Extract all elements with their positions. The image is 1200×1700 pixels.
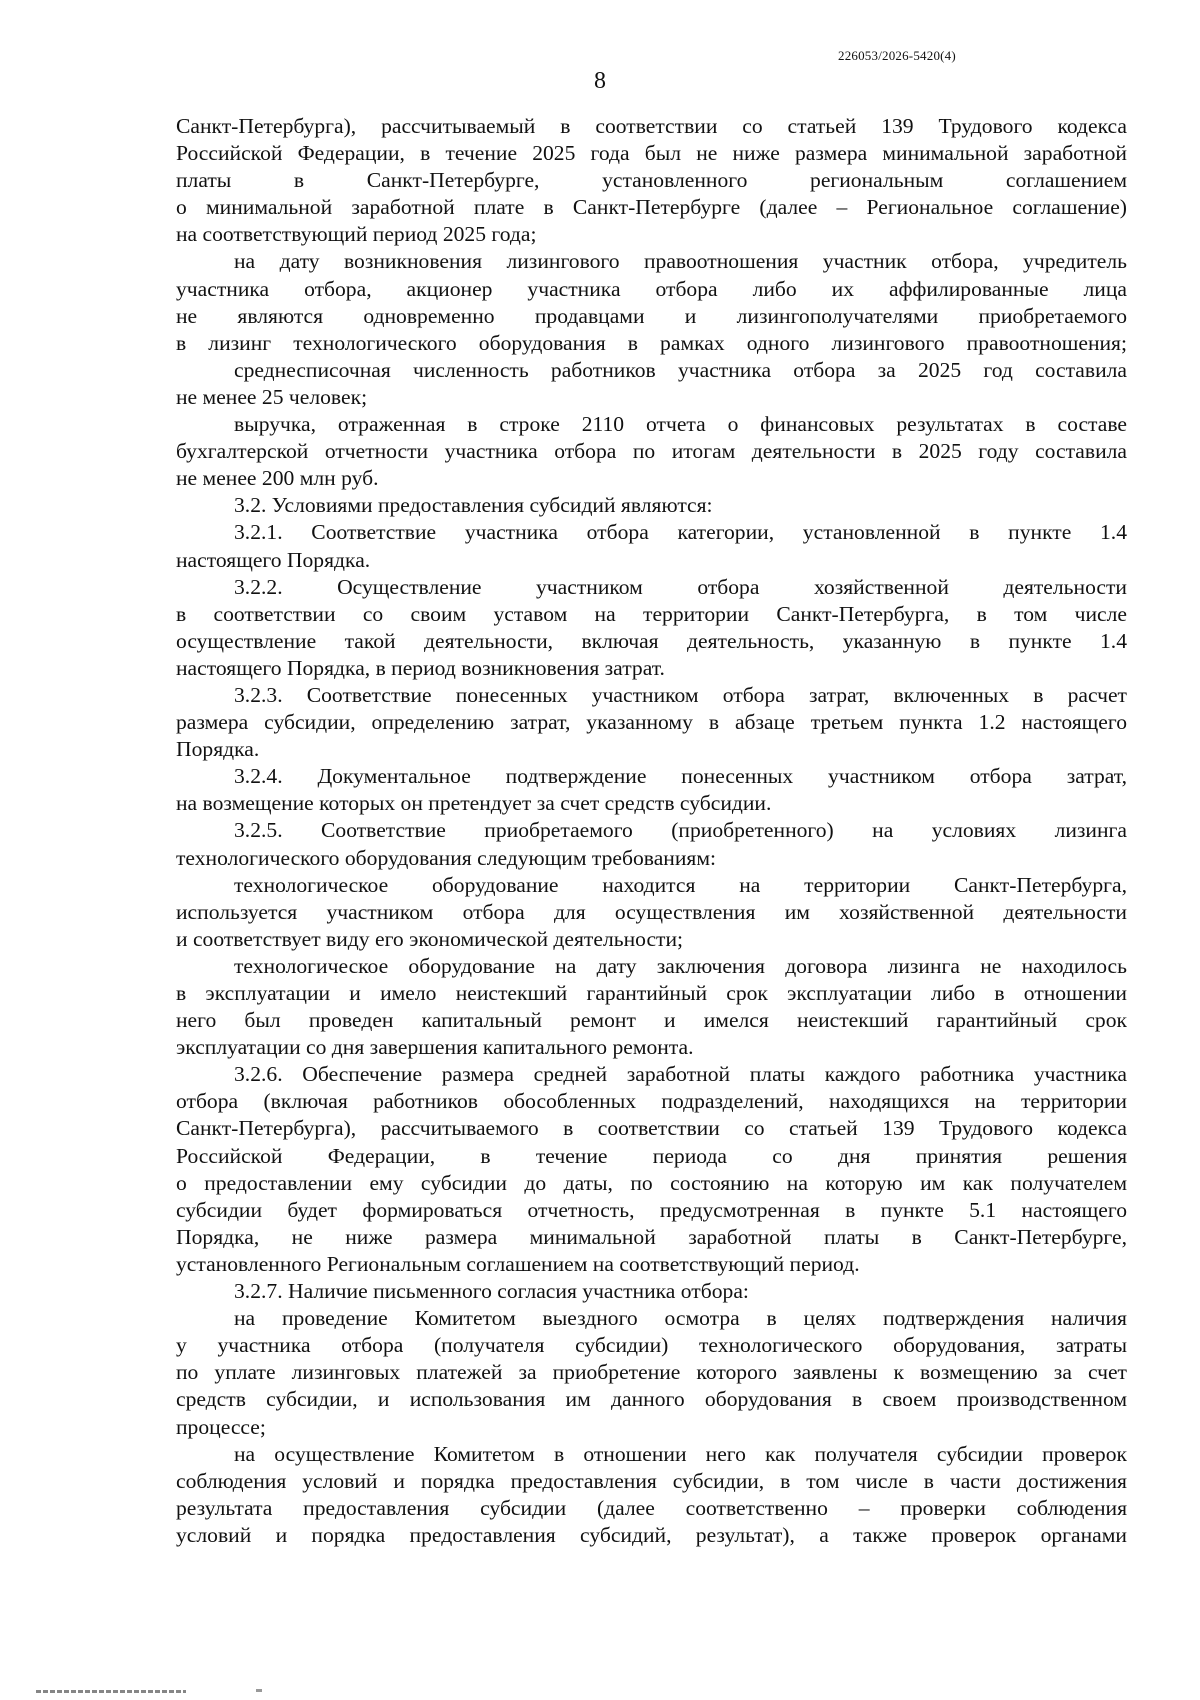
text-line: размера субсидии, определению затрат, указанному в абзаце третьем пункта 1.2 настоящего: [176, 710, 1127, 735]
text-line: о предоставлении ему субсидии до даты, по состоянию на которую им как получателем: [176, 1170, 1127, 1195]
text-line: Российской Федерации, в течение 2025 года был не ниже размера минимальной заработной: [176, 141, 1127, 166]
text-line: и соответствует виду его экономической деятельности;: [176, 926, 684, 951]
text-line: не менее 25 человек;: [176, 384, 368, 409]
text-line: результата предоставления субсидии (далее соответственно – проверки соблюдения: [176, 1495, 1127, 1520]
text-line: выручка, отраженная в строке 2110 отчета о финансовых результатах в составе: [234, 412, 1127, 437]
text-line: процессе;: [176, 1414, 266, 1439]
text-line: в лизинг технологического оборудования в рамках одного лизингового правоотношения;: [176, 330, 1127, 355]
text-line: на соответствующий период 2025 года;: [176, 222, 537, 247]
page-number: 8: [594, 68, 606, 94]
text-line: платы в Санкт-Петербурге, установленного региональным соглашением: [176, 168, 1127, 193]
text-line: на возмещение которых он претендует за счет средств субсидии.: [176, 791, 772, 816]
text-line: настоящего Порядка, в период возникновения затрат.: [176, 655, 665, 680]
text-line: 3.2.1. Соответствие участника отбора категории, установленной в пункте 1.4: [234, 520, 1127, 545]
text-line: субсидии будет формироваться отчетность, предусмотренная в пункте 5.1 настоящего: [176, 1197, 1127, 1222]
text-line: используется участником отбора для осуществления им хозяйственной деятельности: [176, 899, 1127, 924]
text-line: Санкт-Петербурга), рассчитываемый в соответствии со статьей 139 Трудового кодекса: [176, 114, 1127, 138]
text-line: не являются одновременно продавцами и лизингополучателями приобретаемого: [176, 303, 1127, 328]
text-line: Санкт-Петербурга), рассчитываемого в соответствии со статьей 139 Трудового кодекса: [176, 1116, 1127, 1141]
text-line: осуществление такой деятельности, включая деятельность, указанную в пункте 1.4: [176, 628, 1127, 653]
text-line: 3.2.4. Документальное подтверждение понесенных участником отбора затрат,: [234, 764, 1127, 789]
text-line: не менее 200 млн руб.: [176, 466, 379, 491]
text-line: установленного Региональным соглашением на соответствующий период.: [176, 1251, 860, 1276]
text-line: настоящего Порядка.: [176, 547, 371, 572]
text-line: 3.2.6. Обеспечение размера средней заработной платы каждого работника участника: [234, 1062, 1127, 1087]
text-line: 3.2.3. Соответствие понесенных участником отбора затрат, включенных в расчет: [234, 682, 1127, 707]
text-line: в эксплуатации и имело неистекший гарантийный срок эксплуатации либо в отношении: [176, 981, 1127, 1005]
document-body-text: [176, 113, 1127, 1549]
scan-artifact: [36, 1690, 186, 1693]
text-line: 3.2.5. Соответствие приобретаемого (приобретенного) на условиях лизинга: [234, 818, 1127, 843]
text-line: на осуществление Комитетом в отношении него как получателя субсидии проверок: [234, 1441, 1127, 1466]
text-line: в соответствии со своим уставом на территории Санкт-Петербурга, в том числе: [176, 601, 1127, 626]
text-line: технологического оборудования следующим требованиям:: [176, 845, 717, 870]
text-line: на дату возникновения лизингового правоотношения участник отбора, учредитель: [234, 249, 1127, 274]
text-line: среднесписочная численность работников участника отбора за 2025 год составила: [234, 357, 1127, 382]
text-line: него был проведен капитальный ремонт и имелся неистекший гарантийный срок: [176, 1008, 1127, 1033]
text-line: бухгалтерской отчетности участника отбора по итогам деятельности в 2025 году составила: [176, 439, 1127, 464]
text-line: Порядка, не ниже размера минимальной заработной платы в Санкт-Петербурге,: [176, 1224, 1127, 1249]
text-line: 3.2. Условиями предоставления субсидий являются:: [234, 493, 713, 518]
document-registration-number: 226053/2026-5420(4): [838, 48, 956, 63]
text-line: участника отбора, акционер участника отбора либо их аффилированные лица: [176, 276, 1127, 301]
text-line: технологическое оборудование на дату заключения договора лизинга не находилось: [234, 953, 1127, 978]
text-line: Российской Федерации, в течение периода со дня принятия решения: [176, 1143, 1127, 1168]
text-line: технологическое оборудование находится на территории Санкт-Петербурга,: [234, 872, 1127, 897]
text-line: условий и порядка предоставления субсидий, результат), а также проверок органами: [176, 1522, 1127, 1547]
text-line: о минимальной заработной плате в Санкт-Петербурге (далее – Региональное соглашение): [176, 195, 1127, 220]
text-line: 3.2.2. Осуществление участником отбора хозяйственной деятельности: [234, 574, 1127, 599]
scan-artifact: [256, 1689, 262, 1692]
text-line: соблюдения условий и порядка предоставления субсидии, в том числе в части достижения: [176, 1468, 1127, 1493]
text-line: Порядка.: [176, 737, 260, 762]
text-line: у участника отбора (получателя субсидии) технологического оборудования, затраты: [176, 1333, 1127, 1358]
text-line: отбора (включая работников обособленных подразделений, находящихся на территории: [176, 1089, 1127, 1114]
text-line: по уплате лизинговых платежей за приобретение которого заявлены к возмещению за счет: [176, 1360, 1127, 1385]
text-line: средств субсидии, и использования им данного оборудования в своем производственном: [176, 1387, 1127, 1412]
text-line: на проведение Комитетом выездного осмотра в целях подтверждения наличия: [234, 1306, 1127, 1331]
text-line: эксплуатации со дня завершения капитального ремонта.: [176, 1035, 694, 1060]
text-line: 3.2.7. Наличие письменного согласия участника отбора:: [234, 1279, 749, 1304]
